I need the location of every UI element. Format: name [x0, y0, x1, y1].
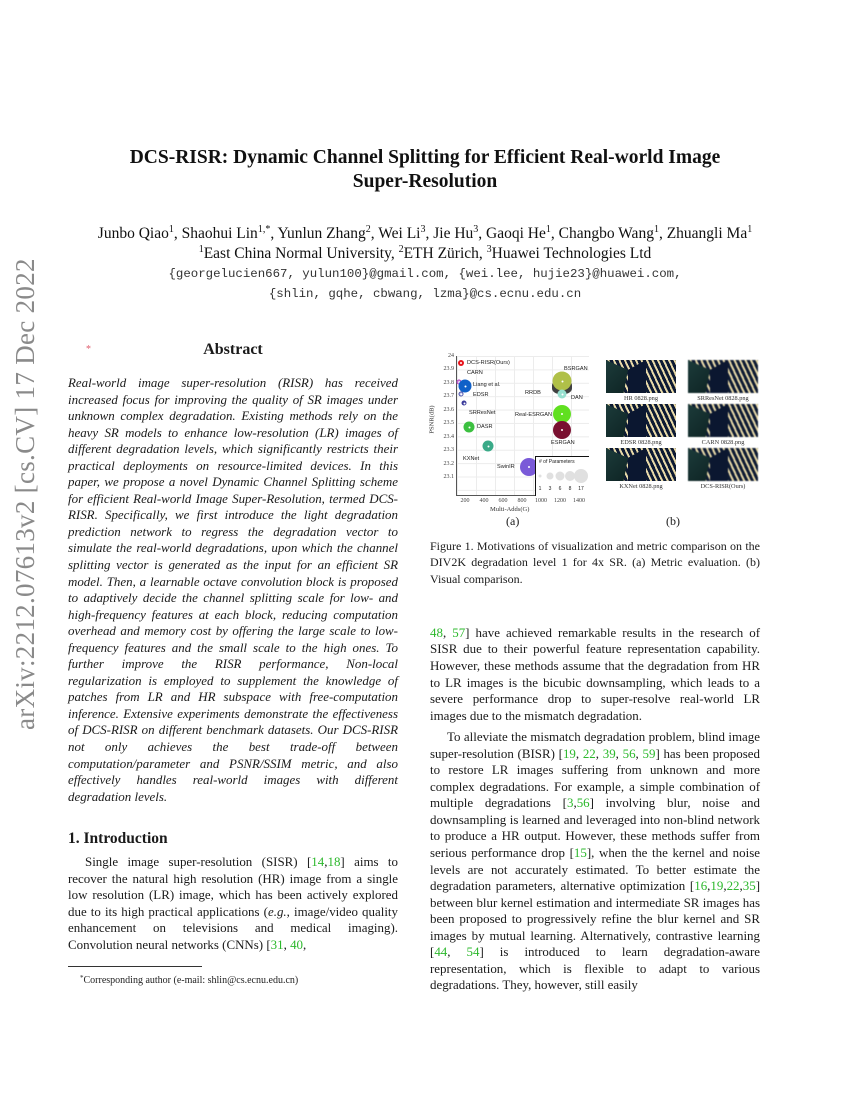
citation-link[interactable]: 57: [452, 624, 466, 640]
bubble-label: DCS-RISR(Ours): [467, 360, 510, 366]
x-axis-label: Multi-Adds(G): [490, 506, 530, 513]
body-paragraph-2: To alleviate the mismatch degradation problem, blind image super-resolution (BISR) [19, 22, 39, 56, 59] has been proposed to restore LR images suffering from unknown and more complex degradations. For example, a simple combination of multiple degradations [3,56] involving blur, noise and downsampling is learned and leveraged into non-blind network to produce a HR output. However, these methods suffer from serious performance drop [15], when the the kernel and noise levels are not accurately estimated. To better estimate the degradation parameters, alternative optimization [16,19,22,35] between blur kernel estimation and intermediate SR images has been proposed to progressively refine the blur kernel and SR images by mutual learning. Alternatively, contrastive learning [44, 54] is introduced to learn degradation-aware representation, which is flexible to adapt to various degradations. They, however, still easily: [430, 729, 761, 993]
left-column: [68, 340, 398, 988]
bubble-label: Real-ESRGAN: [515, 412, 552, 418]
citation-link[interactable]: 48: [430, 624, 443, 640]
legend-size-dot: [547, 473, 554, 480]
bubble-label: SRResNet: [469, 410, 496, 416]
thumbnail-srresnet: [688, 360, 758, 393]
bubble-label: SwinIR: [497, 464, 515, 470]
footnote-divider: [68, 966, 202, 967]
abstract-text: Real-world image super-resolution (RISR) has received increased focus for improving the quality of SR images under unknown complex degradation. Existing methods rely on the heavy SR models to enhance low-resolution (LR) images of different degradation levels, which significantly restricts their practical deployments on resource-limited devices. In this paper, we propose a novel Dynamic Channel Splitting scheme for efficient Real-world Image Super-Resolution, termed DCS-RISR. Specifically, we first introduce the light degradation prediction network to regress the degradation vector to simulate the real-world degradations, upon which the channel splitting vector is generated as the input for an efficient SR model. Then, a learnable octave convolution block is proposed to adaptively decide the channel splitting scale for low- and high-frequency features at each block, reducing computation overhead and memory cost by offering the large scale to low-frequency features and the small scale to the high ones. To further improve the RISR performance, Non-local regularization is employed to supplement the knowledge of patches from LR and HR subspace with free-computation inference. Extensive experiments demonstrate the effectiveness of DCS-RISR on different benchmark datasets. Our DCS-RISR not only achieves the best trade-off between computation/parameter and PSNR/SSIM metric, and also effectively handles real-world images with different degradation levels.: [68, 375, 398, 804]
thumbnail-carn: [688, 404, 758, 437]
citation-link[interactable]: 35: [742, 878, 756, 894]
author: Gaoqi He$^1$,: [486, 224, 559, 242]
author: Changbo Wang$^1$,: [558, 224, 667, 242]
y-tick: 23.3: [443, 447, 454, 453]
citation-link[interactable]: 3: [567, 795, 574, 811]
citation-link[interactable]: 22: [582, 745, 596, 761]
thumbnail-caption: HR 0828.png: [624, 395, 658, 402]
title-line-2: Super-Resolution: [352, 171, 498, 192]
citation-link[interactable]: 44: [434, 944, 448, 960]
author: Junbo Qiao$^1$,: [97, 224, 182, 242]
legend-size-dot: [556, 472, 565, 481]
citation-link[interactable]: 16: [694, 878, 708, 894]
arxiv-identifier-stamp: arXiv:2212.07613v2 [cs.CV] 17 Dec 2022: [10, 258, 40, 730]
y-tick: 24: [448, 353, 454, 359]
chart-legend: [535, 456, 589, 496]
footnote-corresponding-author: *Corresponding author (e-mail: shlin@cs.ecnu.edu.cn): [80, 973, 299, 986]
legend-size-label: 6: [558, 486, 562, 492]
bubble-label: EDSR: [473, 392, 489, 398]
x-tick: 1200: [554, 498, 566, 504]
legend-size-label: 1: [538, 486, 542, 492]
y-axis-label: PSNR(dB): [428, 405, 436, 434]
author: Jie Hu$^3$,: [433, 224, 487, 242]
y-tick: 23.7: [443, 393, 454, 399]
thumbnail-caption: SRResNet 0828.png: [697, 395, 749, 402]
bubble-label: DAN: [571, 395, 583, 401]
bubble-label: ESRGAN: [551, 440, 575, 446]
bubble-label: KXNet: [463, 456, 480, 462]
author: Zhuangli Ma$^1$: [666, 224, 753, 242]
figure-caption: Figure 1. Motivations of visualization and metric comparison on the DIV2K degradation level 1 for 4x SR. (a) Metric evaluation. (b) Visual comparison.: [430, 539, 760, 586]
affiliations: $^1$East China Normal University, $^2$ETH Zürich, $^3$Huawei Technologies Ltd: [198, 244, 652, 262]
bubble-esrgan: [553, 421, 571, 439]
thumbnail-dcs-risr: [688, 448, 758, 481]
x-tick: 800: [517, 498, 527, 504]
bubble-label: DASR: [477, 424, 493, 430]
thumbnail-caption: EDSR 0828.png: [620, 439, 662, 446]
citation-link[interactable]: 59: [642, 745, 656, 761]
citation-link[interactable]: 56: [622, 745, 636, 761]
citation-link[interactable]: 19: [562, 745, 576, 761]
citation-link[interactable]: 14: [311, 854, 325, 870]
thumbnail-hr: [606, 360, 676, 393]
y-tick: 23.9: [443, 366, 454, 372]
email-line-1: {georgelucien667, yulun100}@gmail.com, {wei.lee, hujie23}@huawei.com,: [168, 267, 682, 281]
bubble-kxnet: [483, 441, 494, 452]
citation-link[interactable]: 18: [327, 854, 341, 870]
bubble-dasr: [464, 422, 475, 433]
x-tick: 1000: [535, 498, 547, 504]
author: Shaohui Lin$^{1,*}$,: [181, 224, 278, 242]
psnr-vs-multiadds-chart: [430, 346, 600, 526]
legend-size-label: 17: [578, 486, 584, 492]
legend-size-label: 3: [548, 486, 552, 492]
x-tick: 600: [498, 498, 508, 504]
right-column: [430, 346, 760, 994]
y-tick: 23.2: [443, 461, 454, 467]
introduction-paragraph: Single image super-resolution (SISR) [14,18] aims to recover the natural high resolution (HR) image from a single low resolution (LR) image, which has been actively explored due to its high practical applications (e.g., image/video quality enhancement on televisions and medical imaging). Convolution neural networks (CNNs) [31, 40,: [68, 854, 398, 952]
thumbnail-edsr: [606, 404, 676, 437]
author: Yunlun Zhang$^2$,: [277, 224, 379, 242]
citation-link[interactable]: 31: [270, 936, 284, 952]
x-tick: 400: [479, 498, 489, 504]
thumbnail-caption: KXNet 0828.png: [619, 483, 663, 490]
legend-size-label: 8: [568, 486, 572, 492]
subfigure-label-b: (b): [666, 514, 680, 528]
legend-title: # of Parameters: [539, 459, 575, 465]
author: Wei Li$^3$,: [378, 224, 434, 242]
citation-link[interactable]: 22: [726, 878, 740, 894]
abstract-heading: * Abstract: [86, 341, 263, 358]
visual-comparison-grid: [606, 358, 766, 498]
paper-title: [60, 146, 790, 194]
bubble-label: Liang et al.: [473, 382, 501, 388]
bubble-label: CARN: [467, 370, 483, 376]
x-tick: 1400: [573, 498, 585, 504]
bubble-label: RRDB: [525, 390, 541, 396]
bubble-srresnet: [462, 401, 467, 406]
y-tick: 23.4: [443, 434, 454, 440]
annotation-marker-icon: *: [86, 344, 91, 355]
title-line-1: DCS-RISR: Dynamic Channel Splitting for Efficient Real-world Image: [129, 147, 721, 168]
body-paragraph-1: 48, 57] have achieved remarkable results in the research of SISR due to their powerful feature representation capability. However, these methods assume that the degradation from HR to LR images is the bicubic downsampling, which leads to a severe performance drop to super-resolve real-world LR images due to the mismatch degradation.: [430, 624, 760, 723]
subfigure-label-a: (a): [506, 514, 520, 528]
citation-link[interactable]: 19: [710, 878, 724, 894]
thumbnail-caption: CARN 0828.png: [701, 439, 745, 446]
citation-link[interactable]: 56: [576, 795, 590, 811]
email-line-2: {shlin, gqhe, cbwang, lzma}@cs.ecnu.edu.cn: [268, 287, 582, 301]
citation-link[interactable]: 40: [290, 936, 304, 952]
thumbnail-caption: DCS-RISR(Ours): [700, 483, 746, 490]
bubble-edsr: [459, 392, 464, 397]
citation-link[interactable]: 54: [466, 944, 480, 960]
y-tick: 23.8: [443, 380, 454, 386]
figure-1: [430, 346, 770, 526]
bubble-dan: [558, 390, 567, 399]
plot-area: [456, 356, 589, 496]
author-list: [40, 224, 810, 244]
bubble-bsrgan: [553, 372, 572, 391]
citation-link[interactable]: 39: [602, 745, 616, 761]
section-heading-introduction: 1. Introduction: [68, 830, 168, 848]
y-tick: 23.6: [443, 407, 454, 413]
legend-size-dot: [574, 469, 588, 483]
bubble-label: BSRGAN: [564, 366, 588, 372]
y-tick: 23.5: [443, 420, 454, 426]
bubble-dcs-risr: [458, 360, 464, 366]
y-tick: 23.1: [443, 474, 454, 480]
citation-link[interactable]: 15: [573, 845, 587, 860]
author-block: [40, 224, 810, 304]
x-tick: 200: [460, 498, 470, 504]
legend-size-dot: [539, 475, 542, 478]
thumbnail-kxnet: [606, 448, 676, 481]
